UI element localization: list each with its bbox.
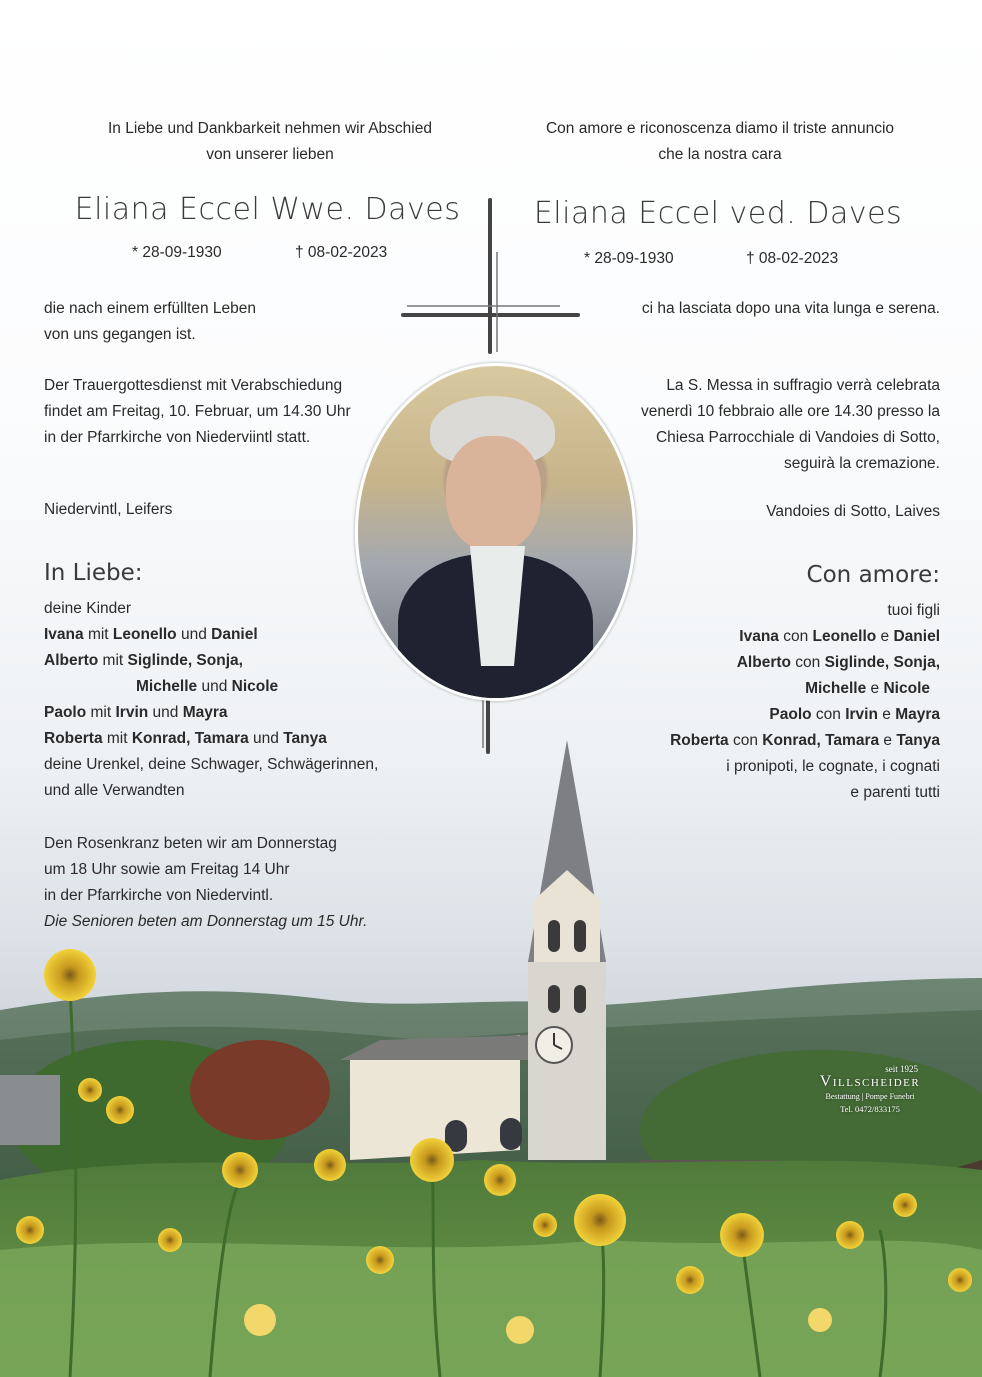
de-family-line: Paolo mit Irvin und Mayra (44, 704, 228, 721)
de-service-text (44, 373, 351, 451)
de-others-line: und alle Verwandten (44, 782, 185, 799)
de-service-line: findet am Freitag, 10. Februar, um 14.30 Uhr (44, 403, 351, 420)
de-mourners (44, 596, 424, 804)
de-family-line: Michelle und Nicole (136, 678, 279, 695)
it-passing-text: ci ha lasciata dopo una vita lunga e serena. (641, 300, 940, 317)
it-service-text (540, 373, 940, 477)
de-love-heading: In Liebe: (44, 560, 143, 586)
de-rosary-line: Den Rosenkranz beten wir am Donnerstag (44, 835, 337, 852)
it-others-line: e parenti tutti (850, 784, 940, 801)
it-children-label: tuoi figli (887, 602, 940, 619)
it-family-line: Roberta con Konrad, Tamara e Tanya (670, 732, 940, 749)
de-rosary-line: in der Pfarrkirche von Niedervintl. (44, 887, 274, 904)
de-seniors-note: Die Senioren beten am Donnerstag um 15 Uhr. (44, 913, 368, 930)
de-family-line: Alberto mit Siglinde, Sonja, (44, 652, 243, 669)
de-rosary-text (44, 831, 367, 935)
it-family-line: Michelle e Nicole (805, 680, 930, 697)
de-rosary-line: um 18 Uhr sowie am Freitag 14 Uhr (44, 861, 290, 878)
it-intro-line: Con amore e riconoscenza diamo il triste annuncio (545, 120, 895, 137)
de-deceased-name: Eliana Eccel Wwe. Daves (74, 192, 461, 227)
de-passing-text (44, 296, 256, 348)
de-passing-line: von uns gegangen ist. (44, 326, 196, 343)
de-service-line: Der Trauergottesdienst mit Verabschiedung (44, 377, 343, 394)
de-children-label: deine Kinder (44, 600, 132, 617)
it-death-date: † 08-02-2023 (746, 250, 839, 267)
logo-phone: Tel. 0472/833175 (840, 1104, 900, 1114)
it-service-line: La S. Messa in suffragio verrà celebrata (666, 377, 940, 394)
de-family-line: Roberta mit Konrad, Tamara und Tanya (44, 730, 327, 747)
it-others-line: i pronipoti, le cognate, i cognati (726, 758, 940, 775)
it-intro-line: che la nostra cara (658, 146, 782, 163)
it-mourners (560, 598, 940, 806)
de-others-line: deine Urenkel, deine Schwager, Schwägerinnen, (44, 756, 379, 773)
de-intro-line: In Liebe und Dankbarkeit nehmen wir Abschied (108, 120, 432, 137)
de-service-line: in der Pfarrkirche von Niederviintl statt. (44, 429, 311, 446)
de-intro (80, 116, 460, 168)
de-places: Niedervintl, Leifers (44, 501, 173, 518)
it-family-line: Paolo con Irvin e Mayra (769, 706, 940, 723)
it-service-line: Chiesa Parrocchiale di Vandoies di Sotto, (655, 429, 940, 446)
logo-subtitle: Bestattung | Pompe Funebri (825, 1092, 915, 1101)
it-deceased-name: Eliana Eccel ved. Daves (533, 196, 903, 231)
it-service-line: venerdì 10 febbraio alle ore 14.30 presso la (640, 403, 940, 420)
de-intro-line: von unserer lieben (206, 146, 334, 163)
funeral-home-logo (800, 1064, 940, 1114)
de-family-line: Ivana mit Leonello und Daniel (44, 626, 258, 643)
de-passing-line: die nach einem erfüllten Leben (44, 300, 256, 317)
it-intro (520, 116, 920, 168)
it-service-line: seguirà la cremazione. (784, 455, 940, 472)
it-family-line: Alberto con Siglinde, Sonja, (736, 654, 940, 671)
logo-since: seit 1925 (885, 1064, 918, 1074)
it-love-heading: Con amore: (806, 562, 940, 588)
logo-name: Villscheider (819, 1073, 921, 1090)
it-birth-date: * 28-09-1930 (584, 250, 674, 267)
de-birth-date: * 28-09-1930 (132, 244, 222, 261)
it-places: Vandoies di Sotto, Laives (766, 503, 940, 520)
it-family-line: Ivana con Leonello e Daniel (739, 628, 940, 645)
de-death-date: † 08-02-2023 (295, 244, 388, 261)
